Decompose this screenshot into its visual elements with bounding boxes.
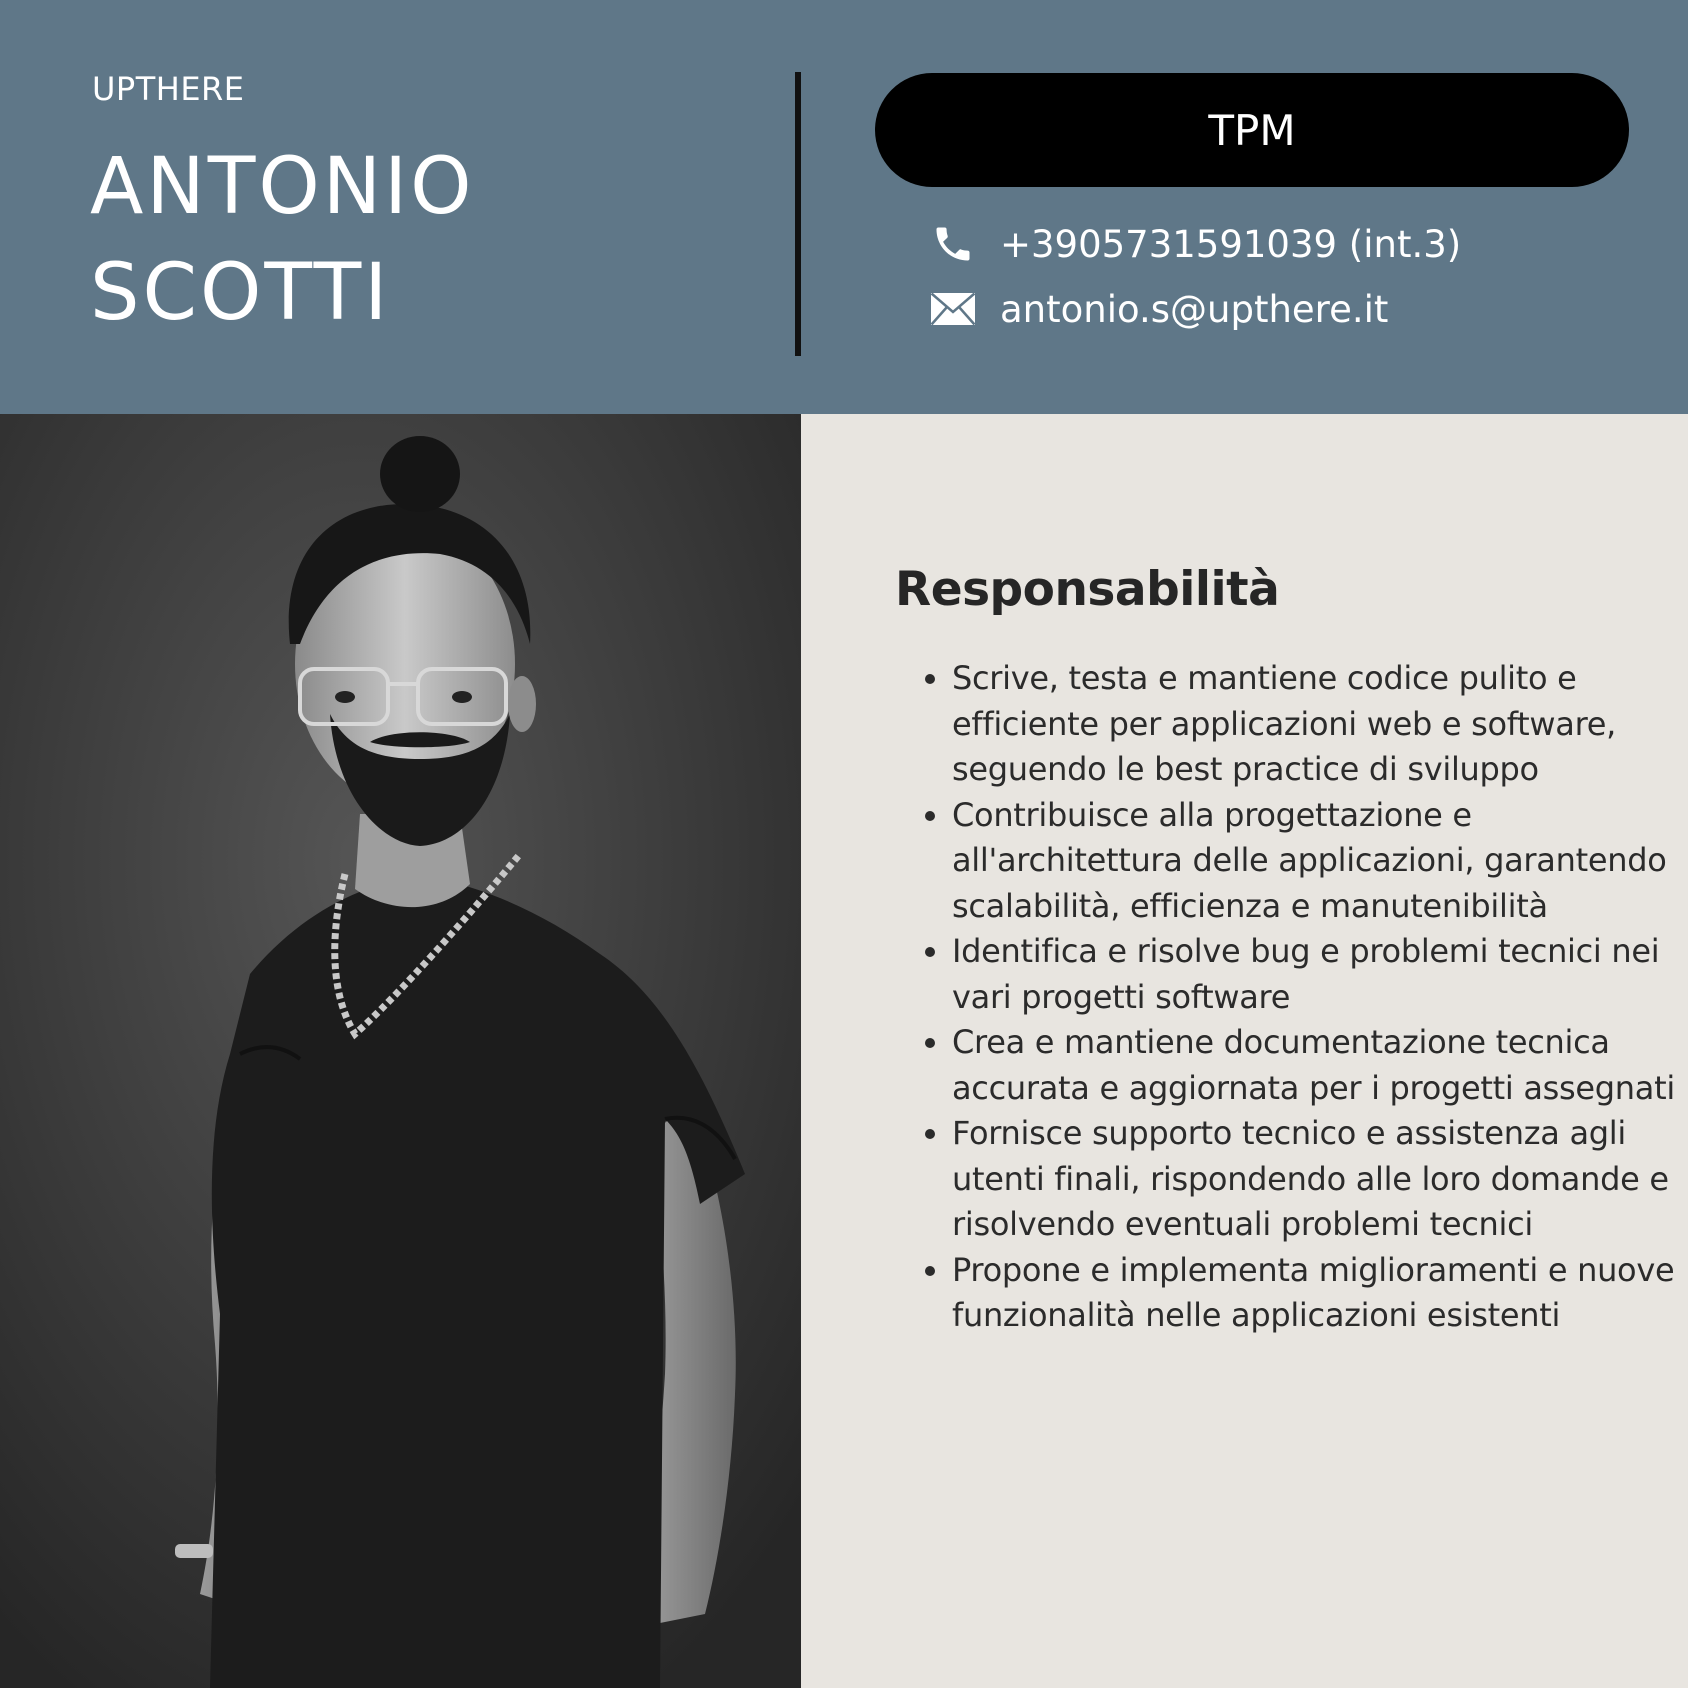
- email-address: antonio.s@upthere.it: [1000, 287, 1389, 331]
- list-item: • Crea e mantiene documentazione tecnica accurata e aggiornata per i progetti assegnati: [952, 1020, 1682, 1111]
- person-name: [90, 134, 475, 346]
- header-banner: [0, 0, 1688, 414]
- portrait-illustration: [0, 414, 801, 1688]
- company-name: UPTHERE: [92, 70, 245, 108]
- list-item: • Identifica e risolve bug e problemi tecnici nei vari progetti software: [952, 929, 1682, 1020]
- list-item: • Propone e implementa miglioramenti e nuove funzionalità nelle applicazioni esistenti: [952, 1248, 1682, 1339]
- list-item: • Contribuisce alla progettazione e all'architettura delle applicazioni, garantendo scalabilità, efficienza e manutenibilità: [952, 793, 1682, 930]
- envelope-icon: [928, 287, 978, 331]
- responsibilities-title: Responsabilità: [895, 562, 1280, 617]
- list-item: • Fornisce supporto tecnico e assistenza agli utenti finali, rispondendo alle loro domande e risolvendo eventuali problemi tecnici: [952, 1111, 1682, 1248]
- vertical-divider: [795, 72, 801, 356]
- name-first: ANTONIO: [90, 142, 475, 232]
- responsibilities-list: [895, 656, 1682, 1339]
- role-badge: [875, 73, 1629, 187]
- name-last: SCOTTI: [90, 248, 391, 338]
- portrait-photo: [0, 414, 801, 1688]
- list-item: • Scrive, testa e mantiene codice pulito e efficiente per applicazioni web e software, seguendo le best practice di sviluppo: [952, 656, 1682, 793]
- phone-number: +3905731591039 (int.3): [1000, 222, 1462, 266]
- phone-icon: [928, 222, 978, 266]
- email-contact[interactable]: [928, 287, 1388, 331]
- role-label: TPM: [1208, 105, 1296, 155]
- phone-contact[interactable]: [928, 222, 1461, 266]
